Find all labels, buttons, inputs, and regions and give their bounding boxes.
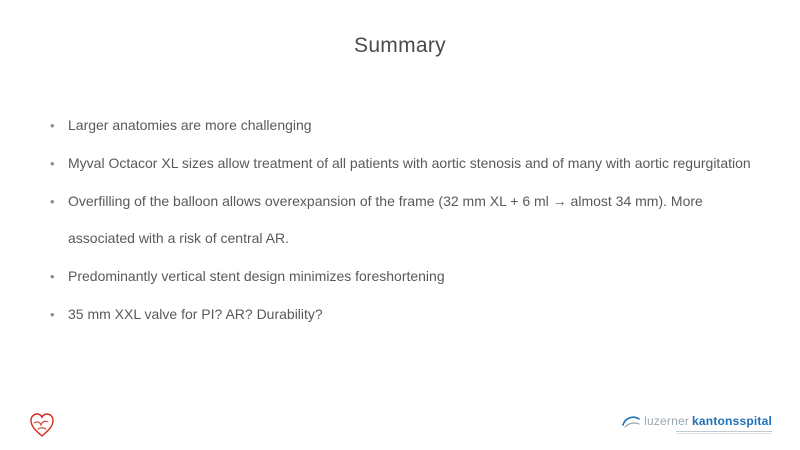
list-item [50, 183, 772, 257]
bullet-icon: • [50, 307, 55, 322]
list-item [50, 258, 772, 295]
swoosh-icon [621, 414, 641, 428]
bullet-icon: • [50, 194, 55, 209]
bullet-text: Myval Octacor XL sizes allow treatment of all patients with aortic stenosis and of many with aortic regurgitation [68, 155, 751, 171]
hospital-logo [621, 414, 772, 434]
bullet-icon: • [50, 269, 55, 284]
hospital-logo-word2: kantonsspital [692, 414, 772, 428]
bullet-text: Larger anatomies are more challenging [68, 117, 312, 133]
page-title: Summary [354, 34, 446, 57]
hospital-logo-word1: luzerner [644, 414, 690, 428]
heart-logo [28, 410, 56, 440]
list-item [50, 145, 772, 182]
bullet-text: 35 mm XXL valve for PI? AR? Durability? [68, 306, 323, 322]
bullet-icon: • [50, 118, 55, 133]
hospital-logo-tagline [676, 431, 772, 434]
bullet-text: Predominantly vertical stent design minimizes foreshortening [68, 268, 445, 284]
bullet-icon: • [50, 156, 55, 171]
list-item [50, 107, 772, 144]
bullet-text: Overfilling of the balloon allows overexpansion of the frame (32 mm XL + 6 ml → almost 34 mm). More associated with a risk of central AR. [68, 193, 703, 246]
list-item [50, 296, 772, 333]
bullet-list [50, 107, 772, 334]
hospital-logo-wordmark [621, 414, 772, 428]
